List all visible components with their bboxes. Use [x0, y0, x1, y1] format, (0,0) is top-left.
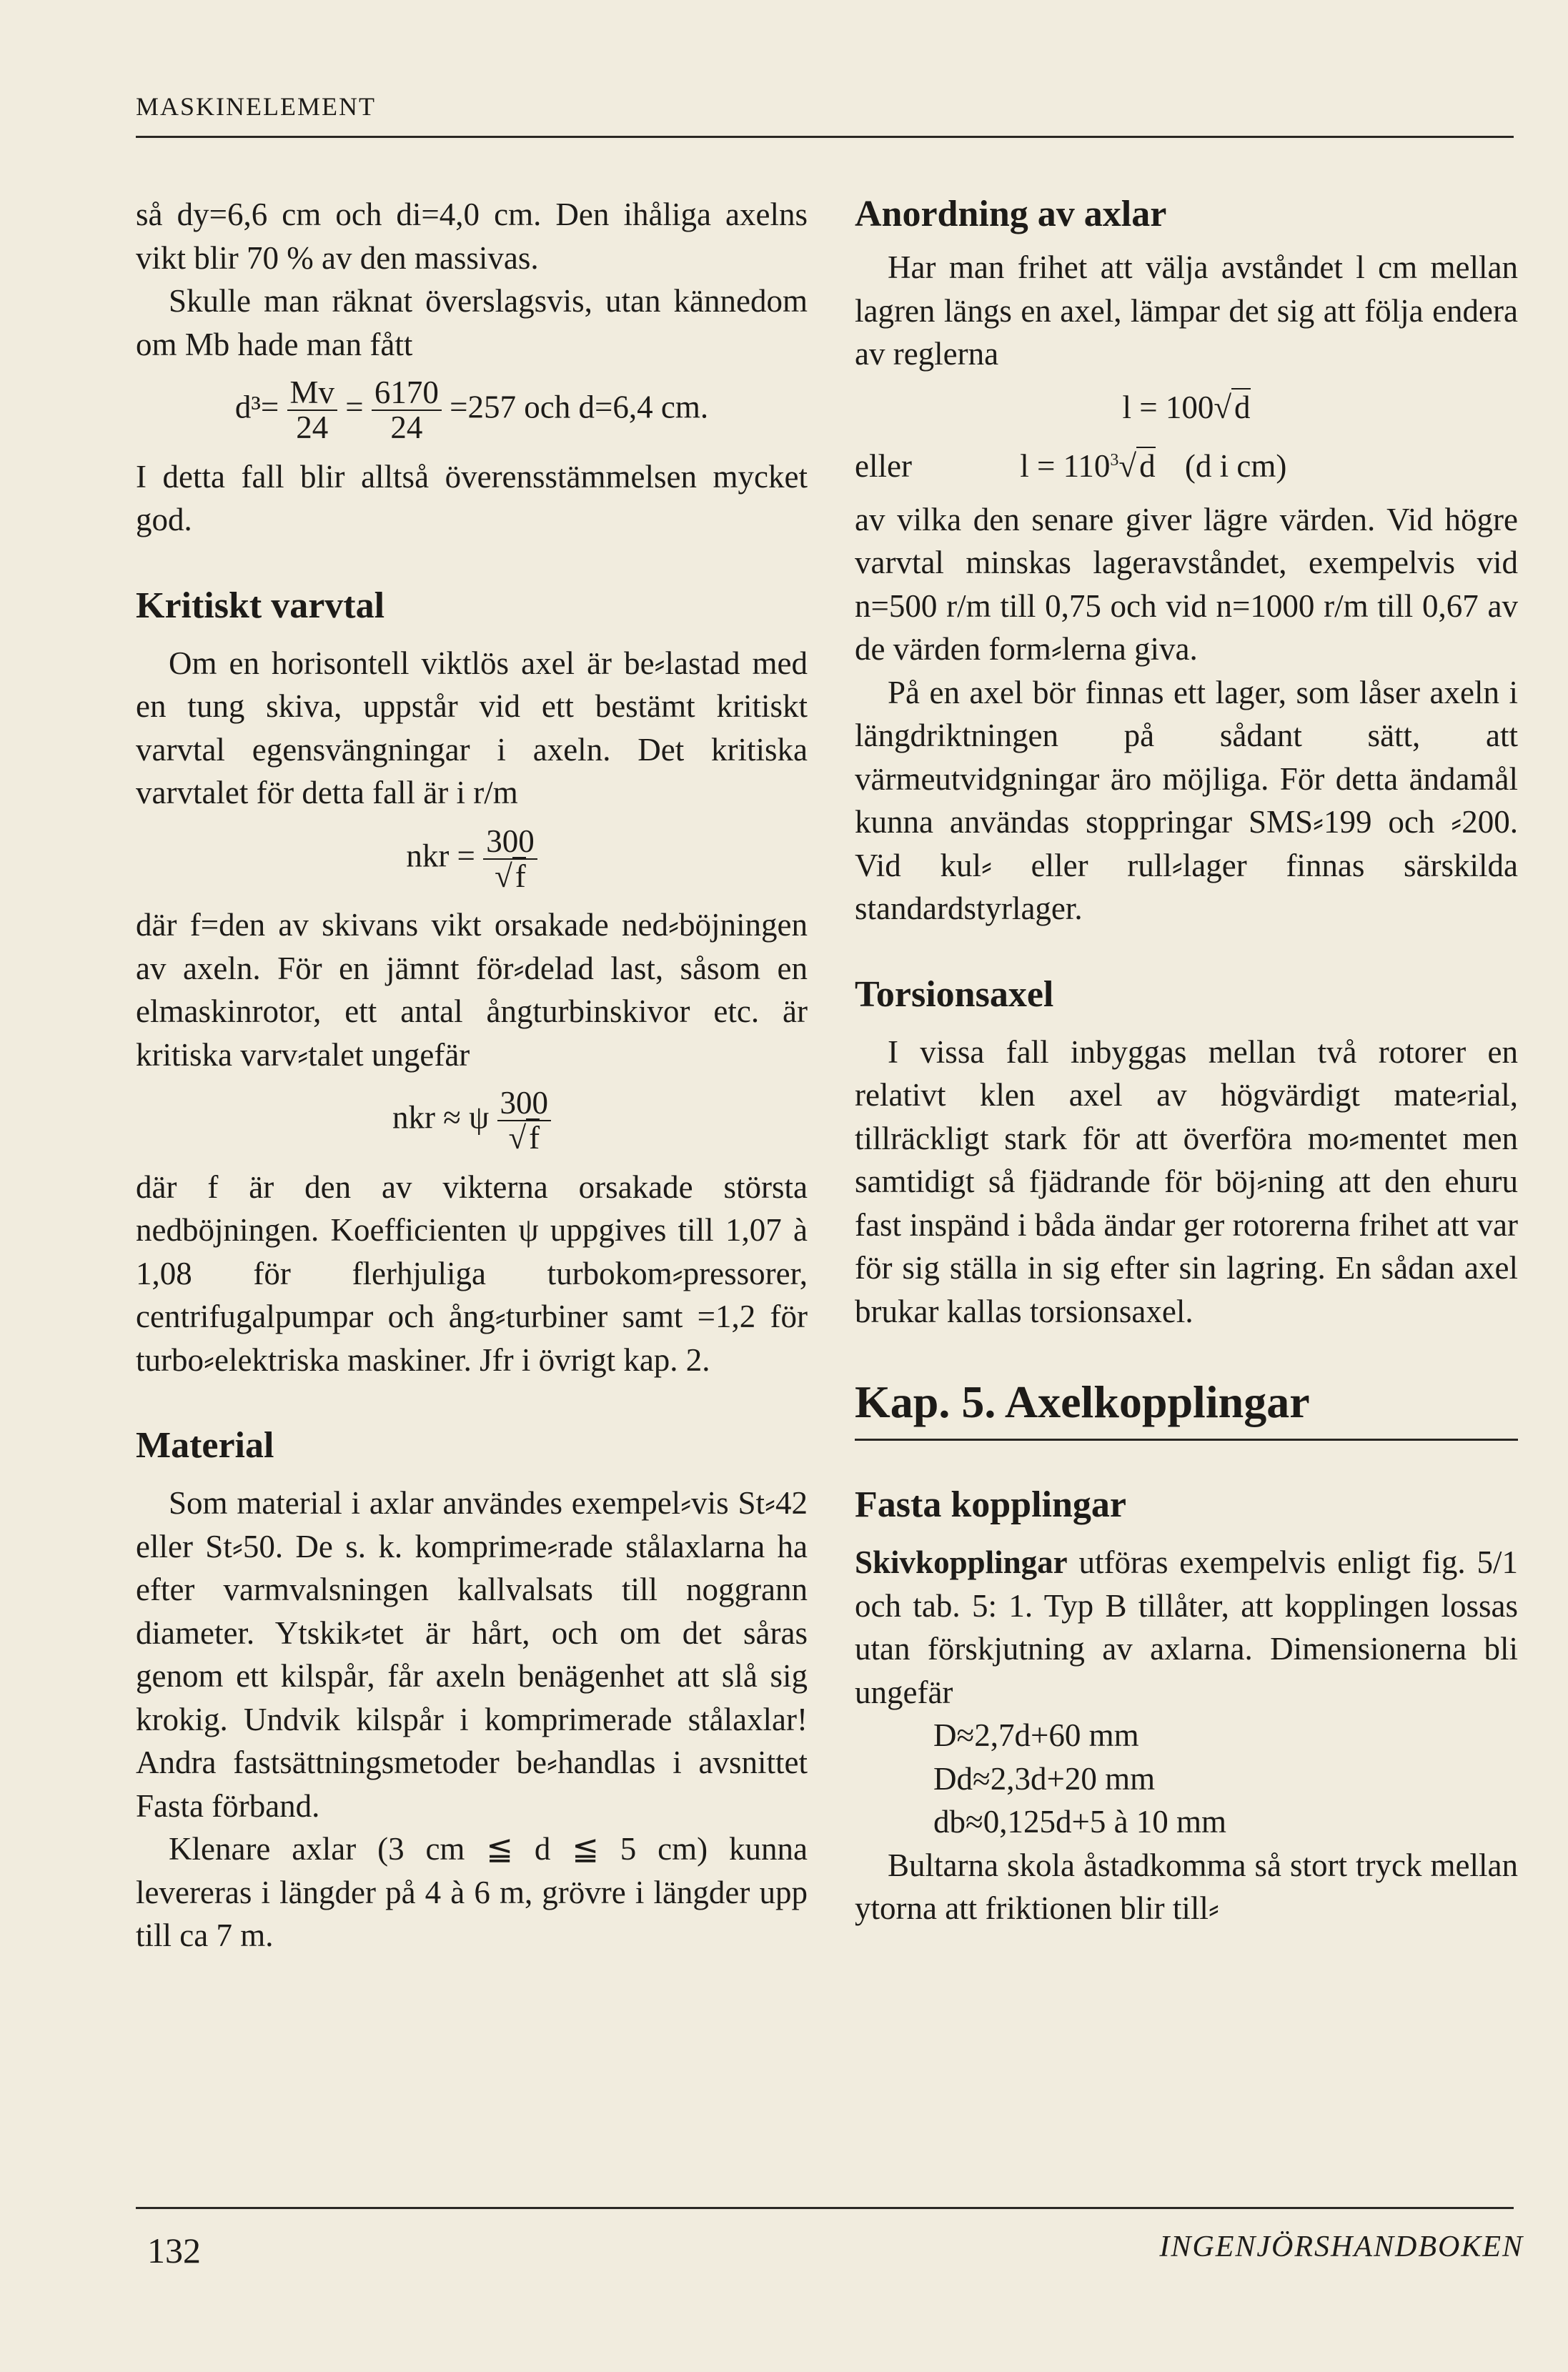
page-number: 132: [147, 2230, 201, 2271]
denominator: 24: [296, 410, 329, 446]
formula-lhs: d³=: [234, 389, 279, 425]
formula-nkr-psi: [136, 1086, 808, 1156]
formula: db≈0,125d+5 à 10 mm: [933, 1804, 1227, 1840]
paragraph: där f är den av vikterna orsakade största nedböjningen. Koefficienten ψ uppgives till 1,07 à 1,08 för flerhjuliga turbokom⸗pressorer, centrifugalpumpar och ång⸗turbiner samt =1,2 för turbo⸗elektriska maskiner. Jfr i övrigt kap. 2.: [136, 1168, 808, 1378]
section-heading: Fasta kopplingar: [855, 1484, 1126, 1525]
fraction: [483, 825, 537, 894]
paragraph: I detta fall blir alltså överensstämmelsen mycket god.: [136, 458, 808, 537]
formula: D≈2,7d+60 mm: [933, 1717, 1139, 1753]
numerator: 300: [483, 825, 537, 860]
footer-rule: [136, 2207, 1514, 2209]
paragraph: Har man frihet att välja avståndet l cm mellan lagren längs en axel, lämpar det sig att följa endera av reglerna: [855, 249, 1518, 372]
formula: Dd≈2,3d+20 mm: [933, 1760, 1156, 1797]
left-column: [136, 193, 808, 1957]
section-heading: Torsionsaxel: [855, 973, 1054, 1015]
formula-d-cubed: d³= $\frac{Mv}{24}$ = $\frac{6170}{24}$ =257 och d=6,4 cm.: [234, 374, 709, 446]
lead-term: Skivkopplingar: [855, 1544, 1068, 1580]
section-heading: Material: [136, 1425, 274, 1466]
numerator: 6170: [372, 376, 442, 411]
fraction: [287, 376, 338, 445]
paragraph: Om en horisontell viktlös axel är be⸗lastad med en tung skiva, uppstår vid ett bestämt kritiskt varvtal egensvängningar i axeln. Det kritiska varvtalet för detta fall är i r/m: [136, 645, 808, 810]
header-rule: [136, 136, 1514, 138]
paragraph: Som material i axlar användes exempel⸗vis St⸗42 eller St⸗50. De s. k. komprime⸗rade stålaxlarna ha efter varmvalsningen kallvalsats till noggrann diameter. Ytskik⸗tet är hårt, och om det såras genom ett kilspår, får axeln benägenhet att slå sig krokig. Undvik kilspår i komprimerade stålaxlar! Andra fastsättningsmetoder be⸗handlas i avsnittet Fasta förband.: [136, 1485, 808, 1824]
paragraph: Skulle man räknat överslagsvis, utan kännedom om Mb hade man fått: [136, 283, 808, 362]
right-column: [855, 193, 1518, 1930]
denominator: √f: [495, 858, 526, 894]
paragraph: så dy=6,6 cm och di=4,0 cm. Den ihåliga axelns vikt blir 70 % av den massivas.: [136, 197, 808, 276]
chapter-heading: Kap. 5. Axelkopplingar: [855, 1376, 1310, 1427]
running-header: MASKINELEMENT: [136, 92, 376, 121]
denominator: 24: [390, 410, 423, 446]
paragraph: På en axel bör finnas ett lager, som låser axeln i längdriktningen på sådant sätt, att värmeutvidgningar äro möjliga. För detta ändamål kunna användas stoppringar SMS⸗199 och ⸗200. Vid kul⸗ eller rull⸗lager finnas särskilda standardstyrlager.: [855, 674, 1518, 926]
numerator: 300: [497, 1086, 552, 1121]
fraction: [497, 1086, 552, 1156]
formula-rhs: =257 och d=6,4 cm.: [450, 389, 709, 425]
paragraph: av vilka den senare giver lägre värden. Vid högre varvtal minskas lageravståndet, exempelvis vid n=500 r/m till 0,75 och vid n=1000 r/m till 0,67 av de värden form⸗lerna giva.: [855, 501, 1518, 667]
book-title: INGENJÖRSHANDBOKEN: [1159, 2230, 1524, 2263]
formula-l-100: l = 100√d: [1122, 389, 1251, 425]
section-heading: Anordning av axlar: [855, 194, 1167, 234]
formula-lhs: nkr =: [406, 838, 475, 874]
denominator: √f: [508, 1120, 540, 1156]
paragraph: I vissa fall inbyggas mellan två rotorer en relativt klen axel av högvärdigt mate⸗rial, tillräckligt stark för att överföra mo⸗mentet men samtidigt så fjädrande för böj⸗ning att den ehuru fast inspänd i båda ändar ger rotorerna frihet att var för sig ställa in sig efter sin lagring. En sådan axel brukar kallas torsionsaxel.: [855, 1033, 1518, 1329]
formula-l-110: eller $l = 110^3√d$ (d i cm): [855, 448, 1287, 484]
section-heading: Kritiskt varvtal: [136, 585, 385, 626]
numerator: Mv: [287, 376, 338, 411]
paragraph: där f=den av skivans vikt orsakade ned⸗böjningen av axeln. För en jämnt för⸗delad last, såsom en elmaskinrotor, ett antal ångturbinskivor etc. är kritiska varv⸗talet ungefär: [136, 907, 808, 1073]
chapter-rule: [855, 1429, 1518, 1441]
formula-nkr: [136, 825, 808, 894]
formula-lhs: nkr ≈ ψ: [392, 1099, 490, 1136]
paragraph: Klenare axlar (3 cm ≦ d ≦ 5 cm) kunna levereras i längder på 4 à 6 m, grövre i längder upp till ca 7 m.: [136, 1831, 808, 1953]
dimension-formulas: [933, 1714, 1518, 1844]
formula-prefix: eller: [855, 448, 912, 484]
paragraph: Bultarna skola åstadkomma så stort tryck mellan ytorna att friktionen blir till⸗: [855, 1847, 1518, 1926]
paragraph: Skivkopplingar utföras exempelvis enligt fig. 5/1 och tab. 5: 1. Typ B tillåter, att kopplingen lossas utan förskjutning av axlarna. Dimensionerna bli ungefär: [855, 1544, 1518, 1710]
fraction: [372, 376, 442, 445]
